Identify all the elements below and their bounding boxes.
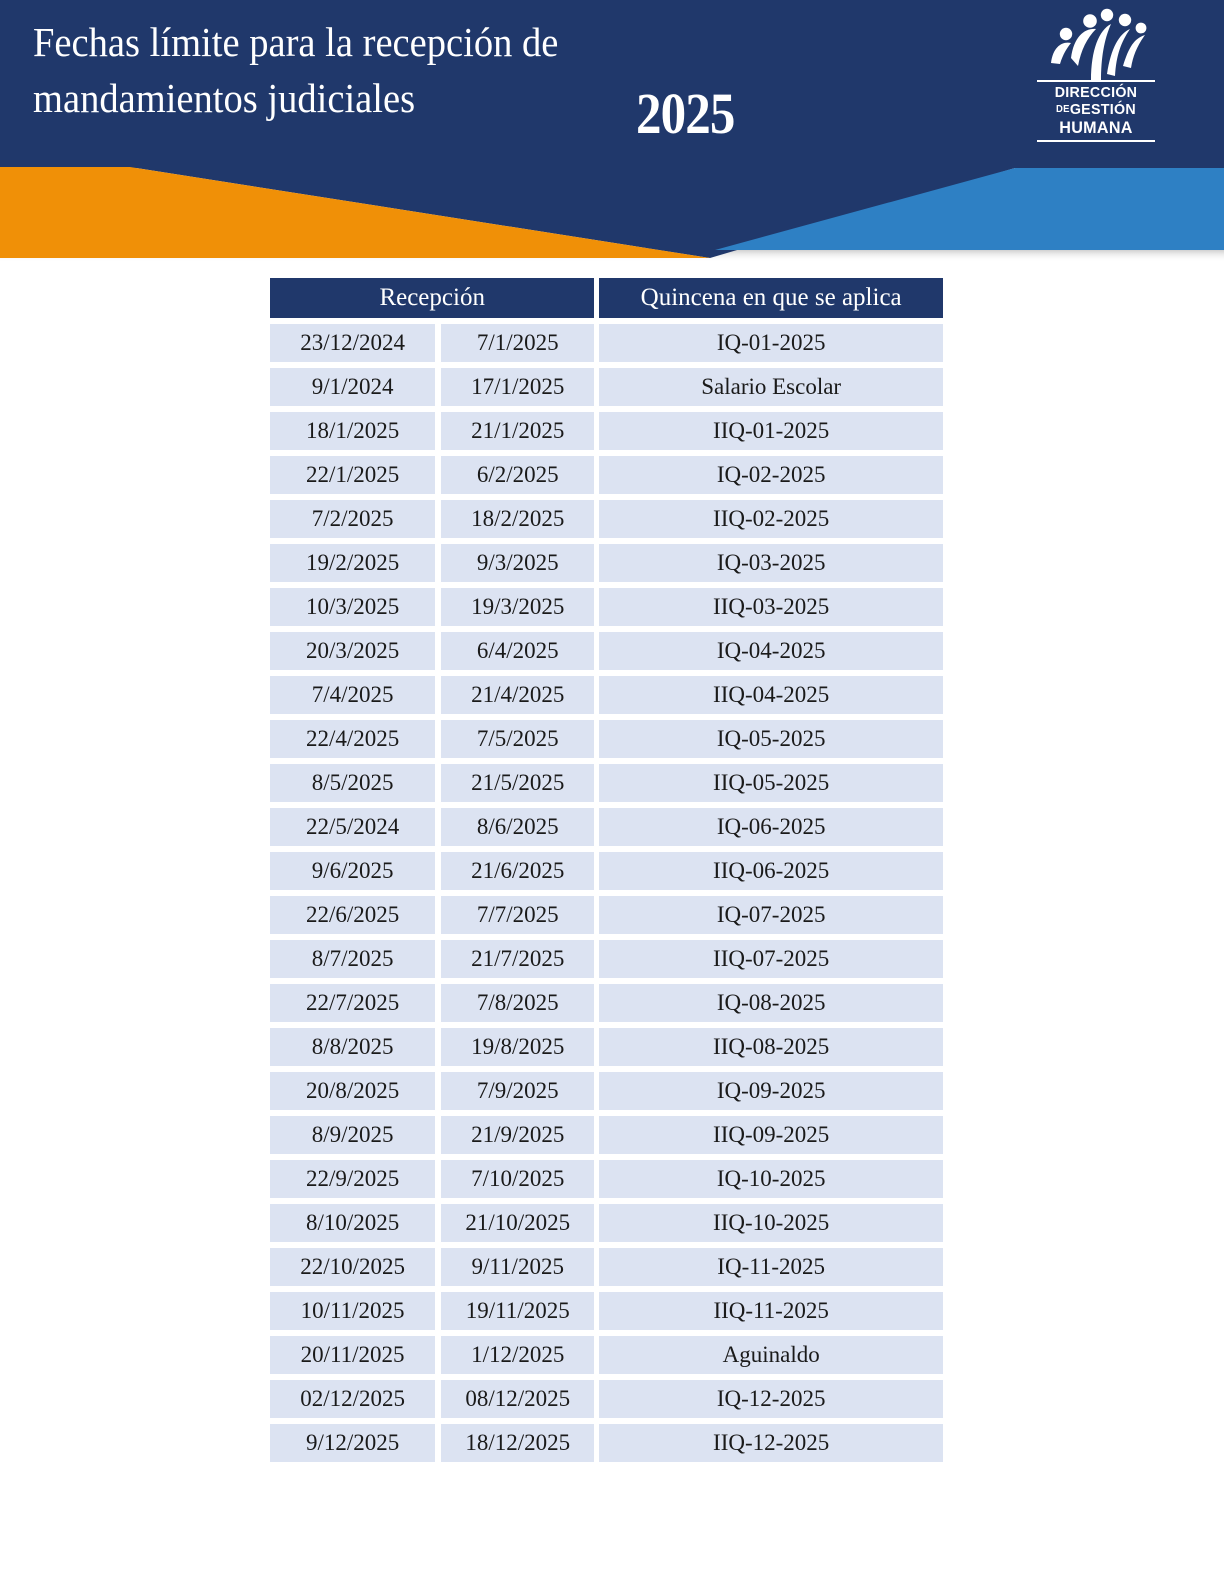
table-row (270, 1204, 943, 1242)
header-banner (0, 0, 1224, 268)
table-row (270, 852, 943, 890)
cell-recepcion-hasta: 6/2/2025 (441, 456, 594, 494)
organization-logo (1031, 8, 1161, 148)
cell-recepcion-desde: 19/2/2025 (270, 544, 435, 582)
table-row (270, 324, 943, 362)
cell-recepcion-desde: 22/6/2025 (270, 896, 435, 934)
cell-quincena: IQ-07-2025 (599, 896, 943, 934)
cell-recepcion-desde: 22/1/2025 (270, 456, 435, 494)
cell-quincena: IIQ-03-2025 (599, 588, 943, 626)
cell-quincena: IQ-08-2025 (599, 984, 943, 1022)
cell-quincena: IIQ-06-2025 (599, 852, 943, 890)
cell-quincena: IIQ-01-2025 (599, 412, 943, 450)
table-row (270, 544, 943, 582)
logo-line-1: DIRECCIÓN (1054, 84, 1138, 101)
logo-line-2-prefix: DE (1056, 104, 1070, 115)
table-row (270, 720, 943, 758)
cell-recepcion-desde: 20/3/2025 (270, 632, 435, 670)
table-row (270, 808, 943, 846)
logo-line-3: HUMANA (1059, 118, 1133, 137)
cell-recepcion-hasta: 6/4/2025 (441, 632, 594, 670)
cell-recepcion-desde: 8/8/2025 (270, 1028, 435, 1066)
logo-line-2 (1040, 101, 1152, 118)
column-header-recepcion: Recepción (270, 278, 594, 318)
cell-recepcion-desde: 9/1/2024 (270, 368, 435, 406)
human-figures-icon (1041, 8, 1151, 86)
cell-recepcion-hasta: 08/12/2025 (441, 1380, 594, 1418)
table-row (270, 1336, 943, 1374)
cell-recepcion-hasta: 21/1/2025 (441, 412, 594, 450)
cell-recepcion-desde: 8/10/2025 (270, 1204, 435, 1242)
cell-recepcion-desde: 7/2/2025 (270, 500, 435, 538)
table-row (270, 984, 943, 1022)
table-row (270, 1380, 943, 1418)
cell-quincena: IIQ-09-2025 (599, 1116, 943, 1154)
cell-recepcion-hasta: 21/4/2025 (441, 676, 594, 714)
table-row (270, 500, 943, 538)
cell-recepcion-hasta: 19/11/2025 (441, 1292, 594, 1330)
logo-line-2-main: GESTIÓN (1069, 101, 1136, 118)
cell-recepcion-hasta: 21/10/2025 (441, 1204, 594, 1242)
table-row (270, 1028, 943, 1066)
cell-recepcion-desde: 10/11/2025 (270, 1292, 435, 1330)
table-row (270, 676, 943, 714)
cell-quincena: IQ-12-2025 (599, 1380, 943, 1418)
logo-wordmark (1037, 80, 1155, 142)
title-line-2: mandamientos judiciales (33, 75, 416, 121)
cell-recepcion-hasta: 9/11/2025 (441, 1248, 594, 1286)
cell-quincena: IIQ-08-2025 (599, 1028, 943, 1066)
cell-recepcion-desde: 20/11/2025 (270, 1336, 435, 1374)
cell-quincena: IIQ-10-2025 (599, 1204, 943, 1242)
cell-recepcion-hasta: 18/12/2025 (441, 1424, 594, 1462)
table-row (270, 764, 943, 802)
cell-recepcion-desde: 22/5/2024 (270, 808, 435, 846)
cell-recepcion-desde: 18/1/2025 (270, 412, 435, 450)
table-row (270, 1116, 943, 1154)
cell-recepcion-hasta: 21/7/2025 (441, 940, 594, 978)
cell-quincena: IIQ-07-2025 (599, 940, 943, 978)
cell-recepcion-desde: 23/12/2024 (270, 324, 435, 362)
table-row (270, 632, 943, 670)
cell-quincena: IQ-09-2025 (599, 1072, 943, 1110)
cell-quincena: IQ-10-2025 (599, 1160, 943, 1198)
schedule-table (270, 278, 943, 1462)
cell-recepcion-desde: 22/4/2025 (270, 720, 435, 758)
cell-recepcion-desde: 7/4/2025 (270, 676, 435, 714)
cell-recepcion-desde: 9/12/2025 (270, 1424, 435, 1462)
cell-quincena: IIQ-12-2025 (599, 1424, 943, 1462)
cell-recepcion-hasta: 19/8/2025 (441, 1028, 594, 1066)
cell-quincena: IQ-04-2025 (599, 632, 943, 670)
cell-quincena: IIQ-04-2025 (599, 676, 943, 714)
cell-recepcion-hasta: 1/12/2025 (441, 1336, 594, 1374)
cell-recepcion-hasta: 7/1/2025 (441, 324, 594, 362)
cell-quincena: Salario Escolar (599, 368, 943, 406)
cell-recepcion-hasta: 21/6/2025 (441, 852, 594, 890)
cell-recepcion-hasta: 9/3/2025 (441, 544, 594, 582)
table-row (270, 896, 943, 934)
cell-recepcion-hasta: 7/8/2025 (441, 984, 594, 1022)
table-row (270, 588, 943, 626)
cell-recepcion-desde: 9/6/2025 (270, 852, 435, 890)
title-line-1: Fechas límite para la recepción de (33, 19, 559, 65)
cell-recepcion-desde: 10/3/2025 (270, 588, 435, 626)
cell-recepcion-hasta: 7/9/2025 (441, 1072, 594, 1110)
table-row (270, 1160, 943, 1198)
cell-recepcion-desde: 02/12/2025 (270, 1380, 435, 1418)
column-header-quincena: Quincena en que se aplica (599, 278, 943, 318)
cell-recepcion-desde: 8/7/2025 (270, 940, 435, 978)
table-header-row (270, 278, 943, 318)
table-row (270, 1072, 943, 1110)
table-row (270, 412, 943, 450)
table-row (270, 1248, 943, 1286)
cell-quincena: IQ-03-2025 (599, 544, 943, 582)
cell-recepcion-hasta: 21/5/2025 (441, 764, 594, 802)
table-row (270, 1424, 943, 1462)
cell-recepcion-hasta: 21/9/2025 (441, 1116, 594, 1154)
cell-recepcion-hasta: 7/10/2025 (441, 1160, 594, 1198)
cell-quincena: IQ-11-2025 (599, 1248, 943, 1286)
table-head (270, 278, 943, 318)
cell-recepcion-hasta: 18/2/2025 (441, 500, 594, 538)
cell-recepcion-desde: 8/5/2025 (270, 764, 435, 802)
cell-recepcion-hasta: 8/6/2025 (441, 808, 594, 846)
cell-recepcion-desde: 8/9/2025 (270, 1116, 435, 1154)
cell-quincena: IQ-02-2025 (599, 456, 943, 494)
cell-recepcion-desde: 22/10/2025 (270, 1248, 435, 1286)
cell-recepcion-hasta: 7/7/2025 (441, 896, 594, 934)
table-row (270, 940, 943, 978)
cell-quincena: IQ-01-2025 (599, 324, 943, 362)
cell-recepcion-hasta: 7/5/2025 (441, 720, 594, 758)
cell-quincena: IIQ-11-2025 (599, 1292, 943, 1330)
table-body (270, 318, 943, 1462)
cell-quincena: Aguinaldo (599, 1336, 943, 1374)
table-row (270, 1292, 943, 1330)
cell-recepcion-hasta: 19/3/2025 (441, 588, 594, 626)
table-row (270, 368, 943, 406)
table-row (270, 456, 943, 494)
cell-quincena: IQ-05-2025 (599, 720, 943, 758)
cell-recepcion-desde: 20/8/2025 (270, 1072, 435, 1110)
cell-quincena: IIQ-05-2025 (599, 764, 943, 802)
cell-quincena: IIQ-02-2025 (599, 500, 943, 538)
cell-recepcion-desde: 22/7/2025 (270, 984, 435, 1022)
cell-quincena: IQ-06-2025 (599, 808, 943, 846)
year-label: 2025 (636, 81, 735, 146)
page-title (33, 14, 733, 126)
cell-recepcion-hasta: 17/1/2025 (441, 368, 594, 406)
cell-recepcion-desde: 22/9/2025 (270, 1160, 435, 1198)
